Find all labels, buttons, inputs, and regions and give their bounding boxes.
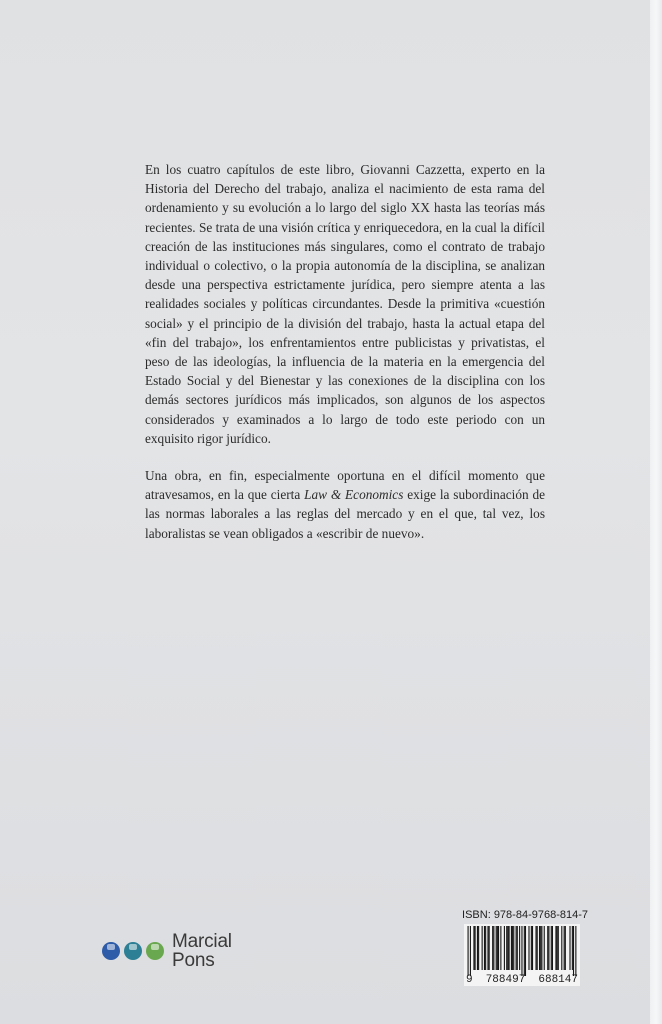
- barcode-digits-right: 688147: [538, 974, 578, 986]
- barcode-bar: [575, 926, 576, 976]
- barcode-bar: [504, 926, 505, 970]
- barcode-bar: [516, 926, 517, 970]
- blurb-paragraph-2-start: Una obra, en fin, especialmente oportuna en el difícil momento que atravesamos, en la que cierta: [145, 468, 545, 503]
- isbn-block: [456, 909, 588, 986]
- page-edge: [650, 0, 662, 1024]
- barcode-bar: [532, 926, 533, 970]
- barcode-bar: [492, 926, 493, 970]
- barcode-bar: [531, 926, 532, 970]
- barcode-bar: [569, 926, 570, 970]
- blurb-paragraph-2: [145, 466, 545, 543]
- barcode-bar: [496, 926, 497, 970]
- barcode-bar: [558, 926, 559, 970]
- publisher-name-line-2: Pons: [172, 950, 215, 971]
- barcode-bar: [498, 926, 499, 970]
- barcode-bar: [540, 926, 541, 970]
- barcode: [464, 924, 580, 986]
- barcode-bar: [539, 926, 540, 970]
- barcode-bar: [519, 926, 520, 970]
- blurb-paragraph-1: En los cuatro capítulos de este libro, Giovanni Cazzetta, experto en la Historia del Derecho del trabajo, analiza el nacimiento de esta rama del ordenamiento y su evolución a lo largo del siglo XX hasta las teorías más recientes. Se trata de una visión crítica y enriquecedora, en la cual la difícil creación de las instituciones más singulares, como el contrato de trabajo individual o colectivo, o la propia autonomía de la disciplina, se analizan desde una perspectiva estrictamente jurídica, pero siempre atenta a las realidades sociales y políticas circundantes. Desde la primitiva «cuestión social» y el principio de la división del trabajo, hasta la actual etapa del «fin del trabajo», los enfrentamientos entre publicistas y privatistas, el peso de las ideologías, la influencia de la materia en la emergencia del Estado Social y del Bienestar y las conexiones de la disciplina con los demás sectores jurídicos más implicados, son algunos de los aspectos considerados y examinados a lo largo de todo este periodo con un exquisito rigor jurídico.: [145, 162, 545, 446]
- barcode-bar: [489, 926, 490, 970]
- barcode-bar: [557, 926, 558, 970]
- publisher-logo-dots: [102, 942, 164, 960]
- publisher-name: [172, 932, 232, 970]
- barcode-bar: [475, 926, 476, 970]
- barcode-digit-lead: 9: [466, 974, 473, 986]
- barcode-bar: [555, 926, 556, 970]
- barcode-bar: [572, 926, 573, 970]
- logo-dot-blue-icon: [102, 942, 120, 960]
- logo-dot-teal-icon: [124, 942, 142, 960]
- barcode-bar: [541, 926, 542, 970]
- barcode-bar: [493, 926, 494, 970]
- barcode-bar: [478, 926, 479, 970]
- barcode-bar: [484, 926, 485, 970]
- barcode-bar: [513, 926, 514, 970]
- barcode-bar: [548, 926, 549, 970]
- publisher-name-line-1: Marcial: [172, 931, 232, 952]
- barcode-bar: [525, 926, 526, 976]
- barcode-bar: [564, 926, 565, 970]
- barcode-bar: [524, 926, 525, 976]
- barcode-bar: [511, 926, 512, 970]
- barcode-bar: [547, 926, 548, 970]
- barcode-bar: [521, 926, 522, 976]
- barcode-bar: [517, 926, 518, 970]
- isbn-label: ISBN: 978-84-9768-814-7: [462, 909, 588, 921]
- barcode-bar: [544, 926, 545, 970]
- barcode-bars-icon: [464, 926, 580, 976]
- logo-dot-green-icon: [146, 942, 164, 960]
- barcode-bar: [506, 926, 507, 970]
- barcode-bar: [537, 926, 538, 970]
- barcode-bar: [482, 926, 483, 970]
- barcode-bar: [535, 926, 536, 970]
- publisher-logo: [102, 932, 232, 970]
- barcode-bar: [477, 926, 478, 970]
- barcode-bar: [468, 926, 469, 976]
- barcode-bar: [497, 926, 498, 970]
- barcode-bar: [470, 926, 471, 976]
- blurb-paragraph-2-end: exige la subordinación de las normas laborales a las reglas del mercado y en el que, tal vez, los laboralistas se vean obligados a «escribir de nuevo».: [145, 487, 546, 541]
- barcode-bar: [573, 926, 574, 976]
- barcode-bar: [509, 926, 510, 970]
- barcode-bar: [473, 926, 474, 970]
- barcode-bar: [485, 926, 486, 970]
- barcode-bar: [507, 926, 508, 970]
- barcode-digits-left: 788497: [485, 974, 526, 986]
- barcode-bar: [552, 926, 553, 970]
- barcode-bar: [565, 926, 566, 970]
- barcode-bar: [561, 926, 562, 970]
- barcode-bar: [551, 926, 552, 970]
- barcode-bar: [528, 926, 529, 970]
- barcode-bar: [500, 926, 501, 970]
- blurb: [145, 160, 545, 543]
- barcode-bar: [512, 926, 513, 970]
- barcode-bar: [487, 926, 488, 970]
- blurb-italic-term: Law & Economics: [304, 487, 404, 503]
- barcode-digits: [464, 974, 580, 986]
